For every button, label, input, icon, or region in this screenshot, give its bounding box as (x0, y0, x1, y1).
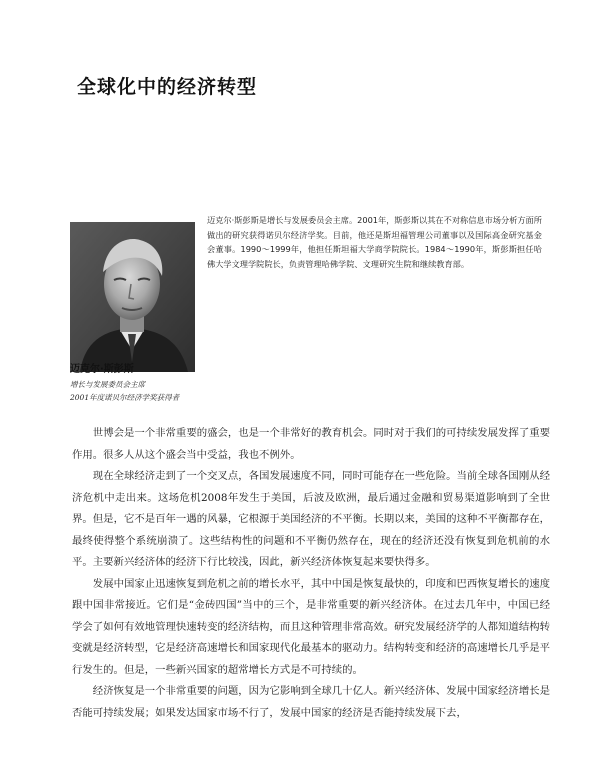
body-paragraph: 经济恢复是一个非常重要的问题，因为它影响到全球几十亿人。新兴经济体、发展中国家经济增长是否能可持续发展；如果发达国家市场不行了，发展中国家的经济是否能持续发展下去， (72, 685, 550, 719)
article-title: 全球化中的经济转型 (77, 76, 258, 98)
article-body (72, 423, 550, 724)
author-role: 增长与发展委员会主席 (70, 380, 145, 389)
body-paragraph: 世博会是一个非常重要的盛会，也是一个非常好的教育机会。同时对于我们的可持续发展发挥了重要作用。很多人从这个盛会当中受益，我也不例外。 (72, 427, 550, 461)
author-award: 2001年度诺贝尔经济学奖获得者 (70, 393, 180, 402)
author-portrait (70, 222, 195, 372)
body-paragraph: 现在全球经济走到了一个交叉点，各国发展速度不同，同时可能存在一些危险。当前全球各国刚从经济危机中走出来。这场危机2008年发生于美国，后波及欧洲，最后通过金融和贸易渠道影响到了全世界。但是，它不是百年一遇的风暴，它根源于美国经济的不平衡。长期以来，美国的这种不平衡都存在，最终使得整个系统崩溃了。这些结构性的问题和不平衡仍然存在，现在的经济还没有恢复到危机前的水平。主要新兴经济体的经济下行比较浅，因此，新兴经济体恢复起来要快得多。 (72, 470, 550, 568)
author-bio: 迈克尔·斯彭斯是增长与发展委员会主席。2001年，斯彭斯以其在不对称信息市场分析方面所做出的研究获得诺贝尔经济学奖。目前，他还是斯坦福管理公司董事以及国际高金研究基金会董事。1990～1999年，他担任斯坦福大学商学院院长。1984～1990年，斯彭斯担任哈佛大学文理学院院长，负责管理哈佛学院、文理研究生院和继续教育部。 (207, 215, 542, 269)
author-name: 迈克尔·斯彭斯 (70, 364, 134, 375)
body-paragraph: 发展中国家止迅速恢复到危机之前的增长水平，其中中国是恢复最快的，印度和巴西恢复增长的速度跟中国非常接近。它们是“金砖四国”当中的三个，是非常重要的新兴经济体。在过去几年中，中国已经学会了如何有效地管理快速转变的经济结构，而且这种管理非常高效。研究发展经济学的人都知道结构转变就是经济转型，它是经济高速增长和国家现代化最基本的驱动力。结构转变和经济的高速增长几乎是平行发生的。但是，一些新兴国家的超常增长方式是不可持续的。 (72, 577, 550, 676)
